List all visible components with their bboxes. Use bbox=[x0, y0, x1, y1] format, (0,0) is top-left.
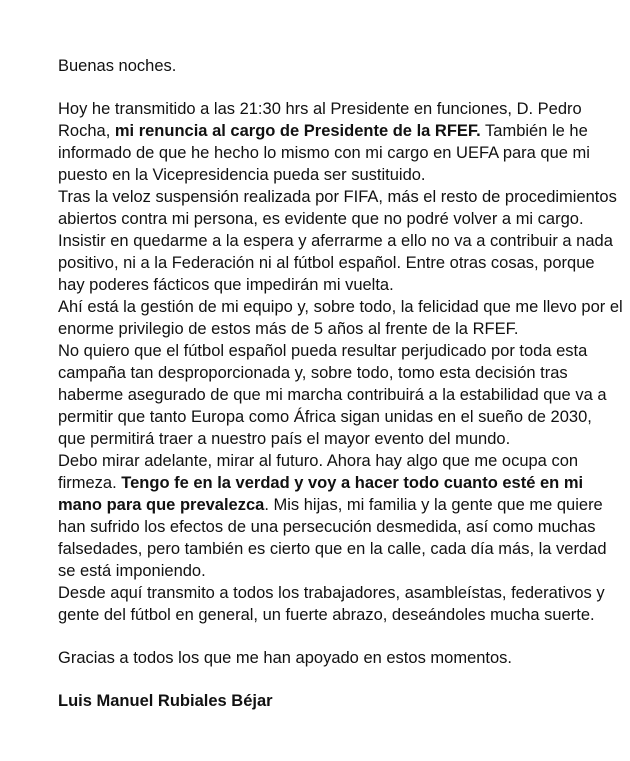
letter bbox=[58, 55, 623, 712]
paragraph-waiting: Insistir en quedarme a la espera y aferrarme a ello no va a contribuir a nada positivo, ni a la Federación ni al fútbol español. Entre otras cosas, porque hay poderes fácticos que impedirán mi vuelta. bbox=[58, 232, 613, 294]
paragraph-football: No quiero que el fútbol español pueda resultar perjudicado por toda esta campaña tan desproporcionada y, sobre todo, tomo esta decisión tras haberme asegurado de que mi marcha contribuirá a la estabilidad que va a permitir que tanto Europa como África sigan unidas en el sueño de 2030, que permitirá traer a nuestro país el mayor evento del mundo. bbox=[58, 342, 607, 448]
future-bold: Tengo fe en la verdad y voy a hacer todo cuanto esté en mi mano para que prevalezca bbox=[58, 474, 584, 514]
greeting: Buenas noches. bbox=[58, 57, 177, 75]
paragraph-fifa-suspension: Tras la veloz suspensión realizada por FIFA, más el resto de procedimientos abiertos contra mi persona, es evidente que no podré volver a mi cargo. bbox=[58, 188, 617, 228]
paragraph-management: Ahí está la gestión de mi equipo y, sobre todo, la felicidad que me llevo por el enorme privilegio de estos más de 5 años al frente de la RFEF. bbox=[58, 298, 623, 338]
paragraph-farewell: Desde aquí transmito a todos los trabajadores, asambleístas, federativos y gente del fútbol en general, un fuerte abrazo, deseándoles mucha suerte. bbox=[58, 584, 605, 624]
future-text-end: . Mis hijas, mi familia y la gente que me quiere han sufrido los efectos de una persecución desmedida, así como muchas falsedades, pero también es cierto que en la calle, cada día más, la verdad se está imponiendo. bbox=[58, 496, 607, 580]
future-text-start: Debo mirar adelante, mirar al futuro. Ahora hay algo que me ocupa con firmeza. bbox=[58, 452, 579, 492]
paragraph-resignation bbox=[58, 98, 623, 186]
resignation-text-end: También le he informado de que he hecho lo mismo con mi cargo en UEFA para que mi puesto en la Vicepresidencia pueda ser sustituido. bbox=[58, 122, 590, 184]
resignation-bold: mi renuncia al cargo de Presidente de la RFEF. bbox=[114, 122, 481, 140]
closing: Gracias a todos los que me han apoyado en estos momentos. bbox=[58, 649, 513, 667]
paragraph-future bbox=[58, 450, 623, 582]
signature: Luis Manuel Rubiales Béjar bbox=[58, 692, 273, 710]
resignation-text-start: Hoy he transmitido a las 21:30 hrs al Presidente en funciones, D. Pedro Rocha, bbox=[58, 100, 582, 140]
